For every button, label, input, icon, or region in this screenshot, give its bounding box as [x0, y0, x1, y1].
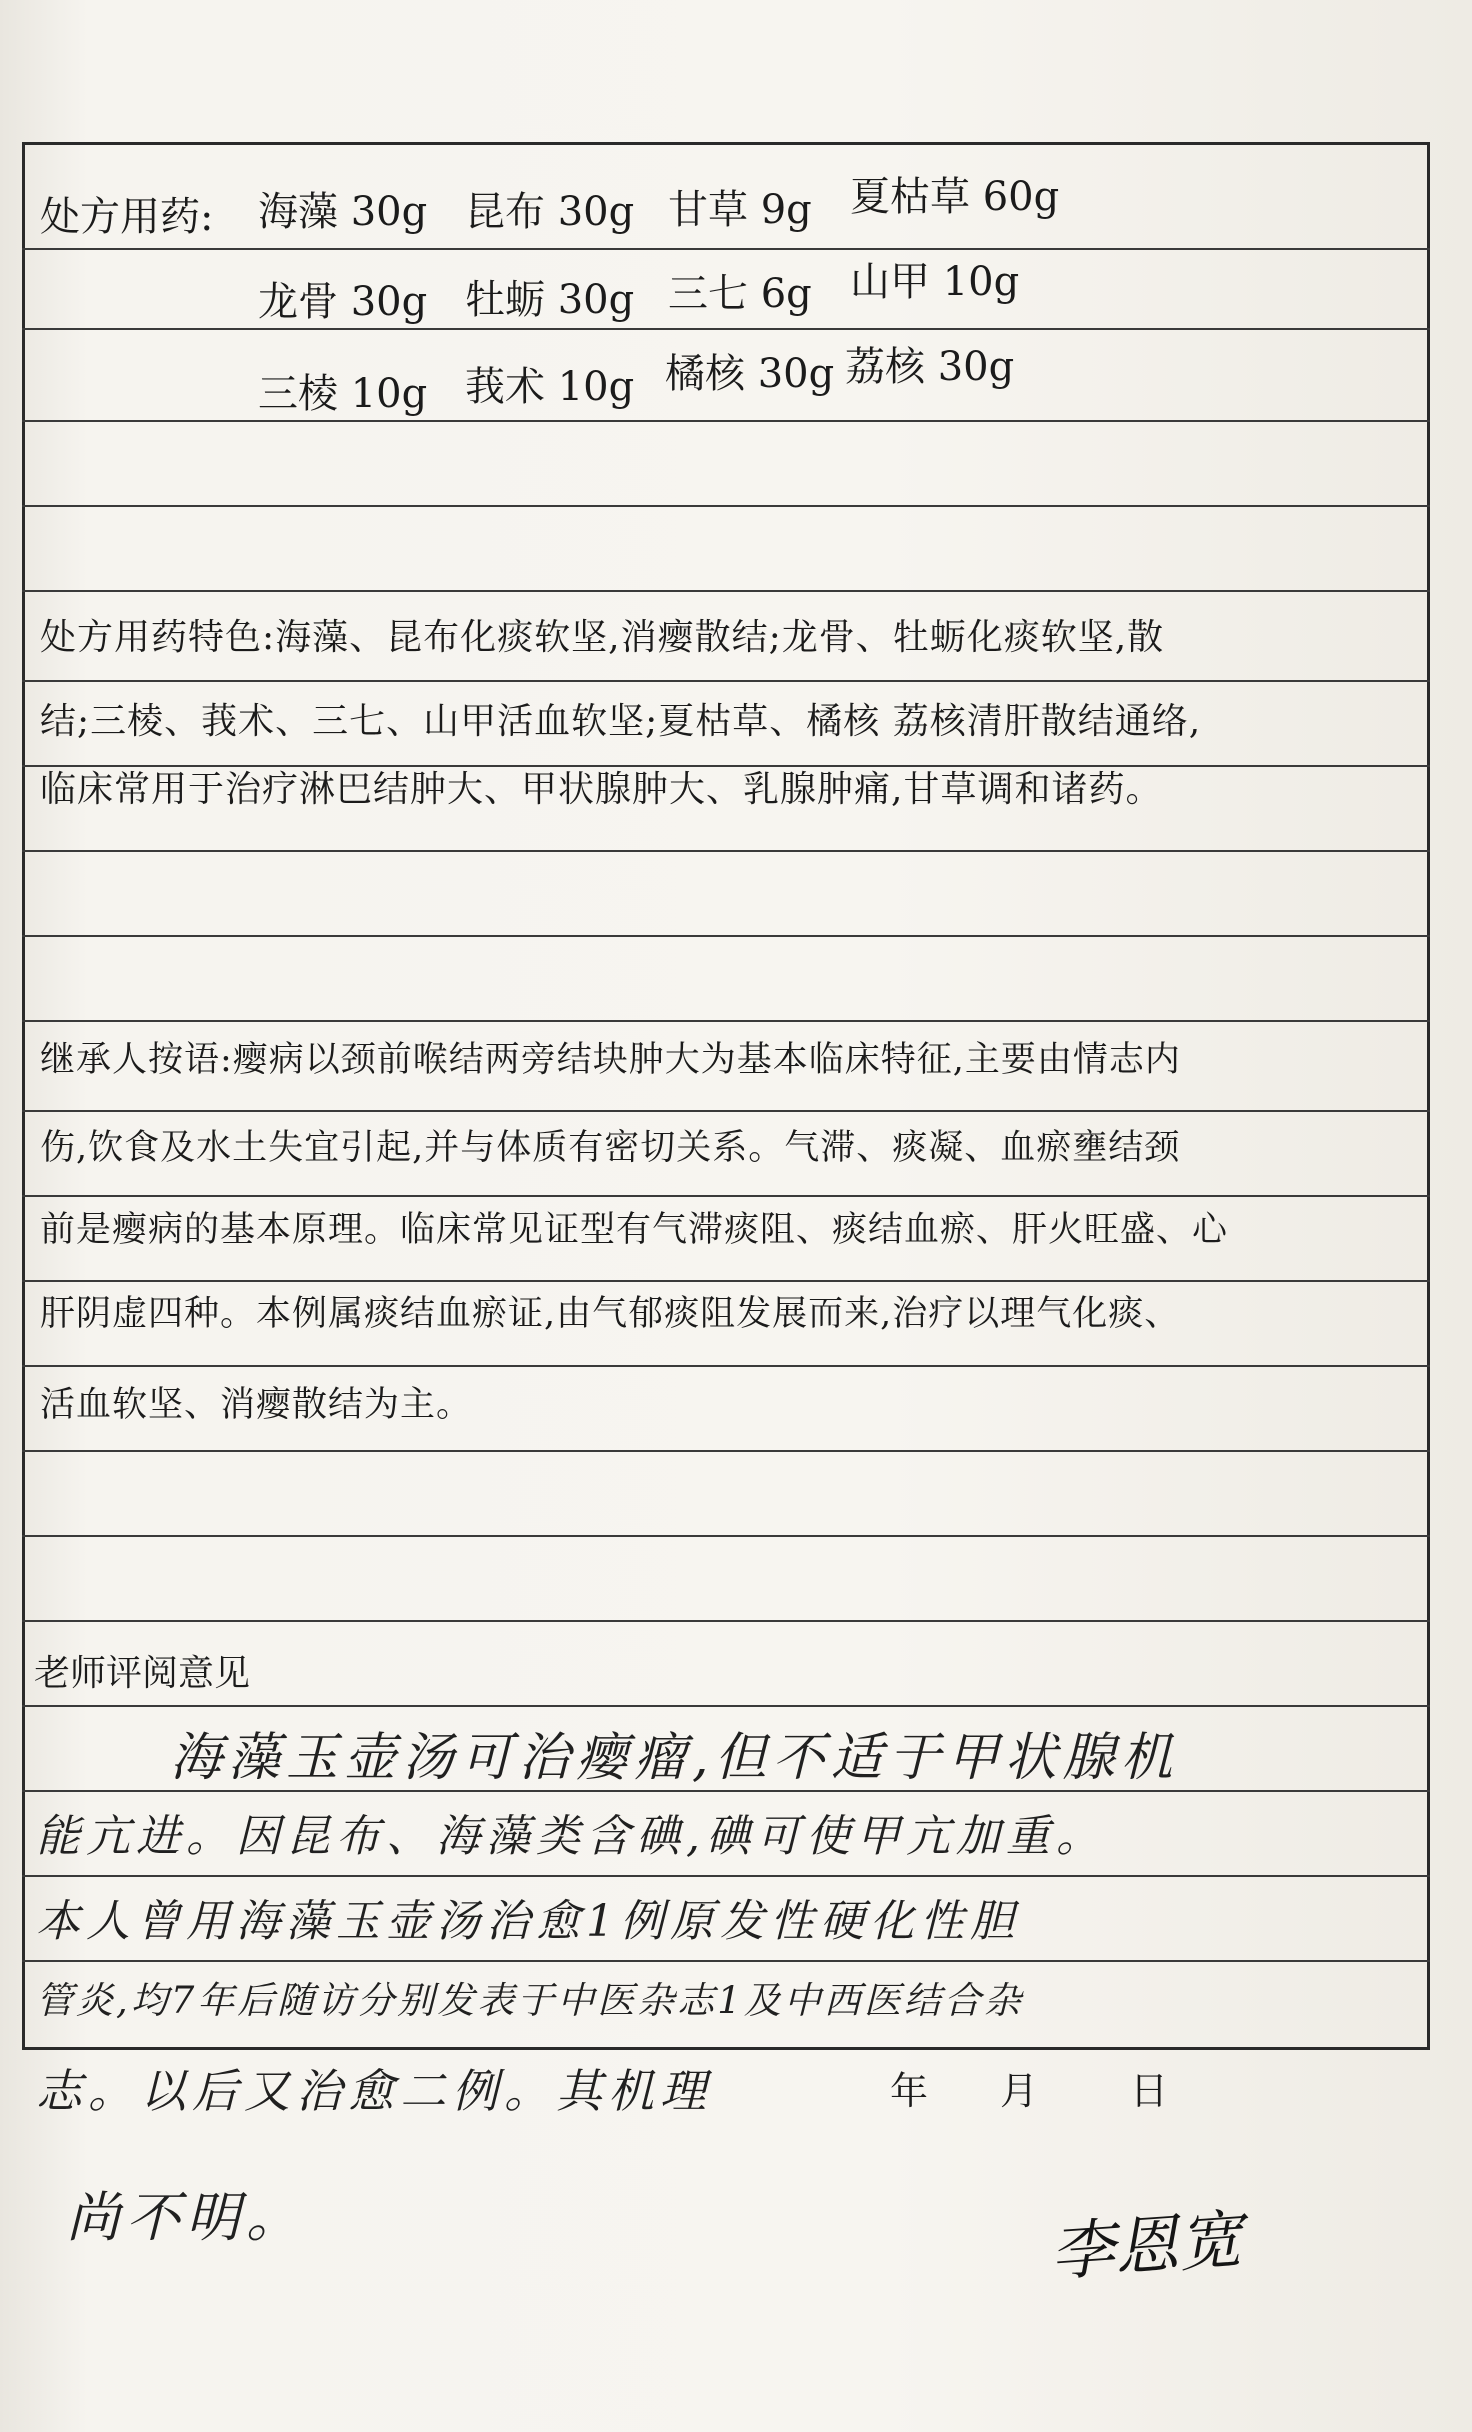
date-month-label: 月 — [1000, 2069, 1039, 2113]
teacher-signature: 李恩宽 — [1048, 2203, 1245, 2291]
rule-line — [22, 765, 1430, 767]
notes-line: 活血软坚、消瘿散结为主。 — [40, 1385, 473, 1425]
herb-item: 三七 6g — [668, 271, 812, 317]
date-year-label: 年 — [890, 2069, 929, 2113]
rule-line — [22, 1110, 1430, 1112]
herb-item: 橘核 30g — [665, 351, 835, 397]
herb-item: 山甲 10g — [850, 259, 1020, 305]
rule-line — [22, 1960, 1430, 1962]
herb-item: 海藻 30g — [258, 189, 428, 235]
notes-line: 继承人按语:瘿病以颈前喉结两旁结块肿大为基本临床特征,主要由情志内 — [40, 1040, 1181, 1080]
rule-line — [22, 1535, 1430, 1537]
herb-item: 莪术 10g — [465, 364, 635, 410]
handwritten-line: 本人曾用海藻玉壶汤治愈1例原发性硬化性胆 — [36, 1896, 1020, 1947]
features-line: 结;三棱、莪术、三七、山甲活血软坚;夏枯草、橘核 荔核清肝散结通络, — [40, 701, 1202, 742]
herb-item: 甘草 9g — [668, 187, 812, 233]
teacher-comment-label: 老师评阅意见 — [34, 1653, 251, 1694]
herb-item: 昆布 30g — [465, 189, 635, 235]
handwritten-line: 海藻玉壶汤可治瘿瘤,但不适于甲状腺机 — [170, 1728, 1179, 1788]
handwritten-line: 尚不明。 — [66, 2186, 306, 2249]
rule-line — [22, 935, 1430, 937]
handwritten-line: 志。以后又治愈二例。其机理 — [36, 2064, 712, 2118]
rule-line — [22, 1620, 1430, 1622]
rule-line — [22, 590, 1430, 592]
rule-line — [22, 1450, 1430, 1452]
date-day-label: 日 — [1130, 2069, 1169, 2113]
rule-line — [22, 1875, 1430, 1877]
handwritten-line: 能亢进。因昆布、海藻类含碘,碘可使甲亢加重。 — [36, 1811, 1106, 1862]
prescription-label: 处方用药: — [40, 194, 214, 240]
notes-line: 肝阴虚四种。本例属痰结血瘀证,由气郁痰阻发展而来,治疗以理气化痰、 — [40, 1294, 1181, 1334]
rule-line — [22, 1365, 1430, 1367]
rule-line — [22, 1280, 1430, 1282]
notes-line: 前是瘿病的基本原理。临床常见证型有气滞痰阻、痰结血瘀、肝火旺盛、心 — [40, 1210, 1229, 1250]
herb-item: 夏枯草 60g — [850, 174, 1060, 220]
rule-line — [22, 1705, 1430, 1707]
herb-item: 三棱 10g — [258, 371, 428, 417]
handwritten-line: 管炎,均7年后随访分别发表于中医杂志1及中西医结合杂 — [36, 1979, 1024, 2022]
rule-line — [22, 248, 1430, 250]
notes-line: 伤,饮食及水土失宜引起,并与体质有密切关系。气滞、痰凝、血瘀壅结颈 — [40, 1128, 1181, 1168]
rule-line — [22, 505, 1430, 507]
rule-line — [22, 850, 1430, 852]
herb-item: 荔核 30g — [845, 344, 1015, 390]
herb-item: 龙骨 30g — [258, 279, 428, 325]
rule-line — [22, 1790, 1430, 1792]
herb-item: 牡蛎 30g — [465, 277, 635, 323]
rule-line — [22, 1195, 1430, 1197]
rule-line — [22, 1020, 1430, 1022]
features-line: 处方用药特色:海藻、昆布化痰软坚,消瘿散结;龙骨、牡蛎化痰软坚,散 — [40, 617, 1165, 658]
rule-line — [22, 680, 1430, 682]
features-line: 临床常用于治疗淋巴结肿大、甲状腺肿大、乳腺肿痛,甘草调和诸药。 — [40, 769, 1163, 810]
rule-line — [22, 420, 1430, 422]
rule-line — [22, 328, 1430, 330]
